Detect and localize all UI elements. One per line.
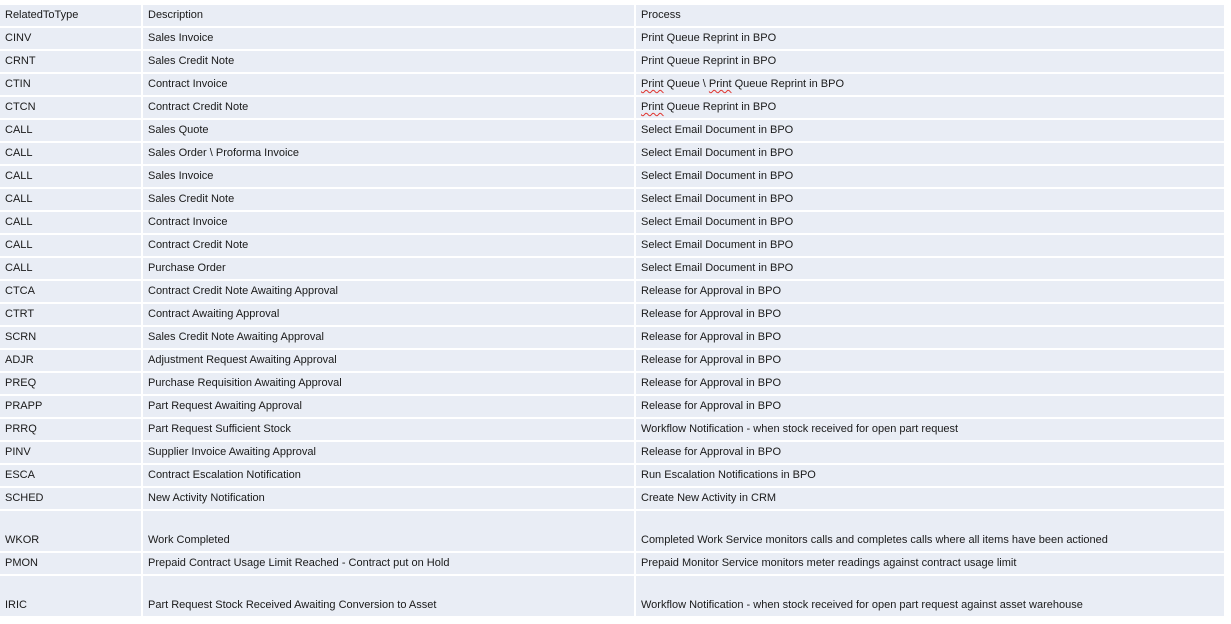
table-row — [0, 166, 1224, 189]
cell-description: Sales Credit Note — [143, 51, 636, 74]
table-row — [0, 488, 1224, 511]
cell-related-to-type: IRIC — [0, 576, 143, 618]
cell-description: Contract Invoice — [143, 212, 636, 235]
table-row — [0, 281, 1224, 304]
cell-related-to-type: CALL — [0, 235, 143, 258]
table-row — [0, 235, 1224, 258]
spellcheck-word: Print — [708, 78, 732, 90]
spellcheck-word: Print — [641, 101, 664, 113]
cell-description: Contract Credit Note Awaiting Approval — [143, 281, 636, 304]
cell-process: Select Email Document in BPO — [636, 143, 1224, 166]
cell-process: Prepaid Monitor Service monitors meter readings against contract usage limit — [636, 553, 1224, 576]
cell-description: Part Request Stock Received Awaiting Conversion to Asset — [143, 576, 636, 618]
cell-description: Contract Credit Note — [143, 97, 636, 120]
cell-process: Release for Approval in BPO — [636, 396, 1224, 419]
cell-related-to-type: SCRN — [0, 327, 143, 350]
header-description: Description — [143, 5, 636, 28]
cell-description: Sales Credit Note — [143, 189, 636, 212]
cell-process: Print Queue Reprint in BPO — [636, 28, 1224, 51]
table-row — [0, 373, 1224, 396]
cell-process: Print Queue Reprint in BPO — [636, 51, 1224, 74]
cell-description: Prepaid Contract Usage Limit Reached - Contract put on Hold — [143, 553, 636, 576]
cell-related-to-type: CALL — [0, 143, 143, 166]
header-row — [0, 5, 1224, 28]
cell-description: Adjustment Request Awaiting Approval — [143, 350, 636, 373]
table-body — [0, 28, 1224, 618]
table-row — [0, 576, 1224, 618]
cell-process: Select Email Document in BPO — [636, 235, 1224, 258]
table-row — [0, 258, 1224, 281]
cell-process: Select Email Document in BPO — [636, 120, 1224, 143]
cell-related-to-type: PRRQ — [0, 419, 143, 442]
cell-process: Select Email Document in BPO — [636, 166, 1224, 189]
table-row — [0, 350, 1224, 373]
cell-process: Select Email Document in BPO — [636, 212, 1224, 235]
cell-process: Run Escalation Notifications in BPO — [636, 465, 1224, 488]
cell-related-to-type: ADJR — [0, 350, 143, 373]
cell-process: Select Email Document in BPO — [636, 258, 1224, 281]
cell-description: Contract Credit Note — [143, 235, 636, 258]
table-row — [0, 465, 1224, 488]
cell-related-to-type: CINV — [0, 28, 143, 51]
cell-description: New Activity Notification — [143, 488, 636, 511]
cell-related-to-type: CTIN — [0, 74, 143, 97]
table-row — [0, 74, 1224, 97]
table-row — [0, 97, 1224, 120]
cell-description: Sales Credit Note Awaiting Approval — [143, 327, 636, 350]
cell-process: Print Queue \ Print Queue Reprint in BPO — [636, 74, 1224, 97]
table-row — [0, 120, 1224, 143]
cell-process: Create New Activity in CRM — [636, 488, 1224, 511]
header-process: Process — [636, 5, 1224, 28]
cell-process: Release for Approval in BPO — [636, 373, 1224, 396]
cell-description: Sales Quote — [143, 120, 636, 143]
table-row — [0, 553, 1224, 576]
cell-related-to-type: CALL — [0, 166, 143, 189]
cell-process: Release for Approval in BPO — [636, 350, 1224, 373]
cell-description: Part Request Sufficient Stock — [143, 419, 636, 442]
cell-related-to-type: SCHED — [0, 488, 143, 511]
cell-related-to-type: CALL — [0, 258, 143, 281]
cell-description: Contract Invoice — [143, 74, 636, 97]
cell-description: Contract Awaiting Approval — [143, 304, 636, 327]
cell-process: Workflow Notification - when stock received for open part request — [636, 419, 1224, 442]
cell-process: Print Queue Reprint in BPO — [636, 97, 1224, 120]
table-row — [0, 327, 1224, 350]
related-type-table — [0, 5, 1224, 618]
cell-related-to-type: CTCA — [0, 281, 143, 304]
cell-description: Sales Order \ Proforma Invoice — [143, 143, 636, 166]
cell-process: Select Email Document in BPO — [636, 189, 1224, 212]
cell-process: Release for Approval in BPO — [636, 442, 1224, 465]
table-row — [0, 212, 1224, 235]
cell-description: Part Request Awaiting Approval — [143, 396, 636, 419]
cell-description: Work Completed — [143, 511, 636, 553]
table-row — [0, 419, 1224, 442]
header-related-to-type: RelatedToType — [0, 5, 143, 28]
cell-description: Contract Escalation Notification — [143, 465, 636, 488]
cell-related-to-type: PREQ — [0, 373, 143, 396]
cell-description: Purchase Order — [143, 258, 636, 281]
cell-related-to-type: CRNT — [0, 51, 143, 74]
table-row — [0, 143, 1224, 166]
table-row — [0, 189, 1224, 212]
table-row — [0, 51, 1224, 74]
cell-description: Sales Invoice — [143, 28, 636, 51]
cell-process: Release for Approval in BPO — [636, 304, 1224, 327]
cell-process: Workflow Notification - when stock received for open part request against asset warehouse — [636, 576, 1224, 618]
table-row — [0, 396, 1224, 419]
table-row — [0, 304, 1224, 327]
cell-related-to-type: CTRT — [0, 304, 143, 327]
cell-related-to-type: PMON — [0, 553, 143, 576]
cell-description: Purchase Requisition Awaiting Approval — [143, 373, 636, 396]
cell-related-to-type: PRAPP — [0, 396, 143, 419]
cell-description: Sales Invoice — [143, 166, 636, 189]
cell-process: Release for Approval in BPO — [636, 281, 1224, 304]
cell-process: Release for Approval in BPO — [636, 327, 1224, 350]
cell-related-to-type: CALL — [0, 189, 143, 212]
cell-related-to-type: PINV — [0, 442, 143, 465]
cell-related-to-type: CALL — [0, 212, 143, 235]
document-table-container — [0, 5, 1224, 618]
spellcheck-word: Print — [641, 78, 664, 90]
cell-related-to-type: CALL — [0, 120, 143, 143]
cell-related-to-type: WKOR — [0, 511, 143, 553]
cell-related-to-type: ESCA — [0, 465, 143, 488]
cell-description: Supplier Invoice Awaiting Approval — [143, 442, 636, 465]
table-row — [0, 28, 1224, 51]
table-row — [0, 442, 1224, 465]
cell-process: Completed Work Service monitors calls and completes calls where all items have been actioned — [636, 511, 1224, 553]
table-row — [0, 511, 1224, 553]
cell-related-to-type: CTCN — [0, 97, 143, 120]
